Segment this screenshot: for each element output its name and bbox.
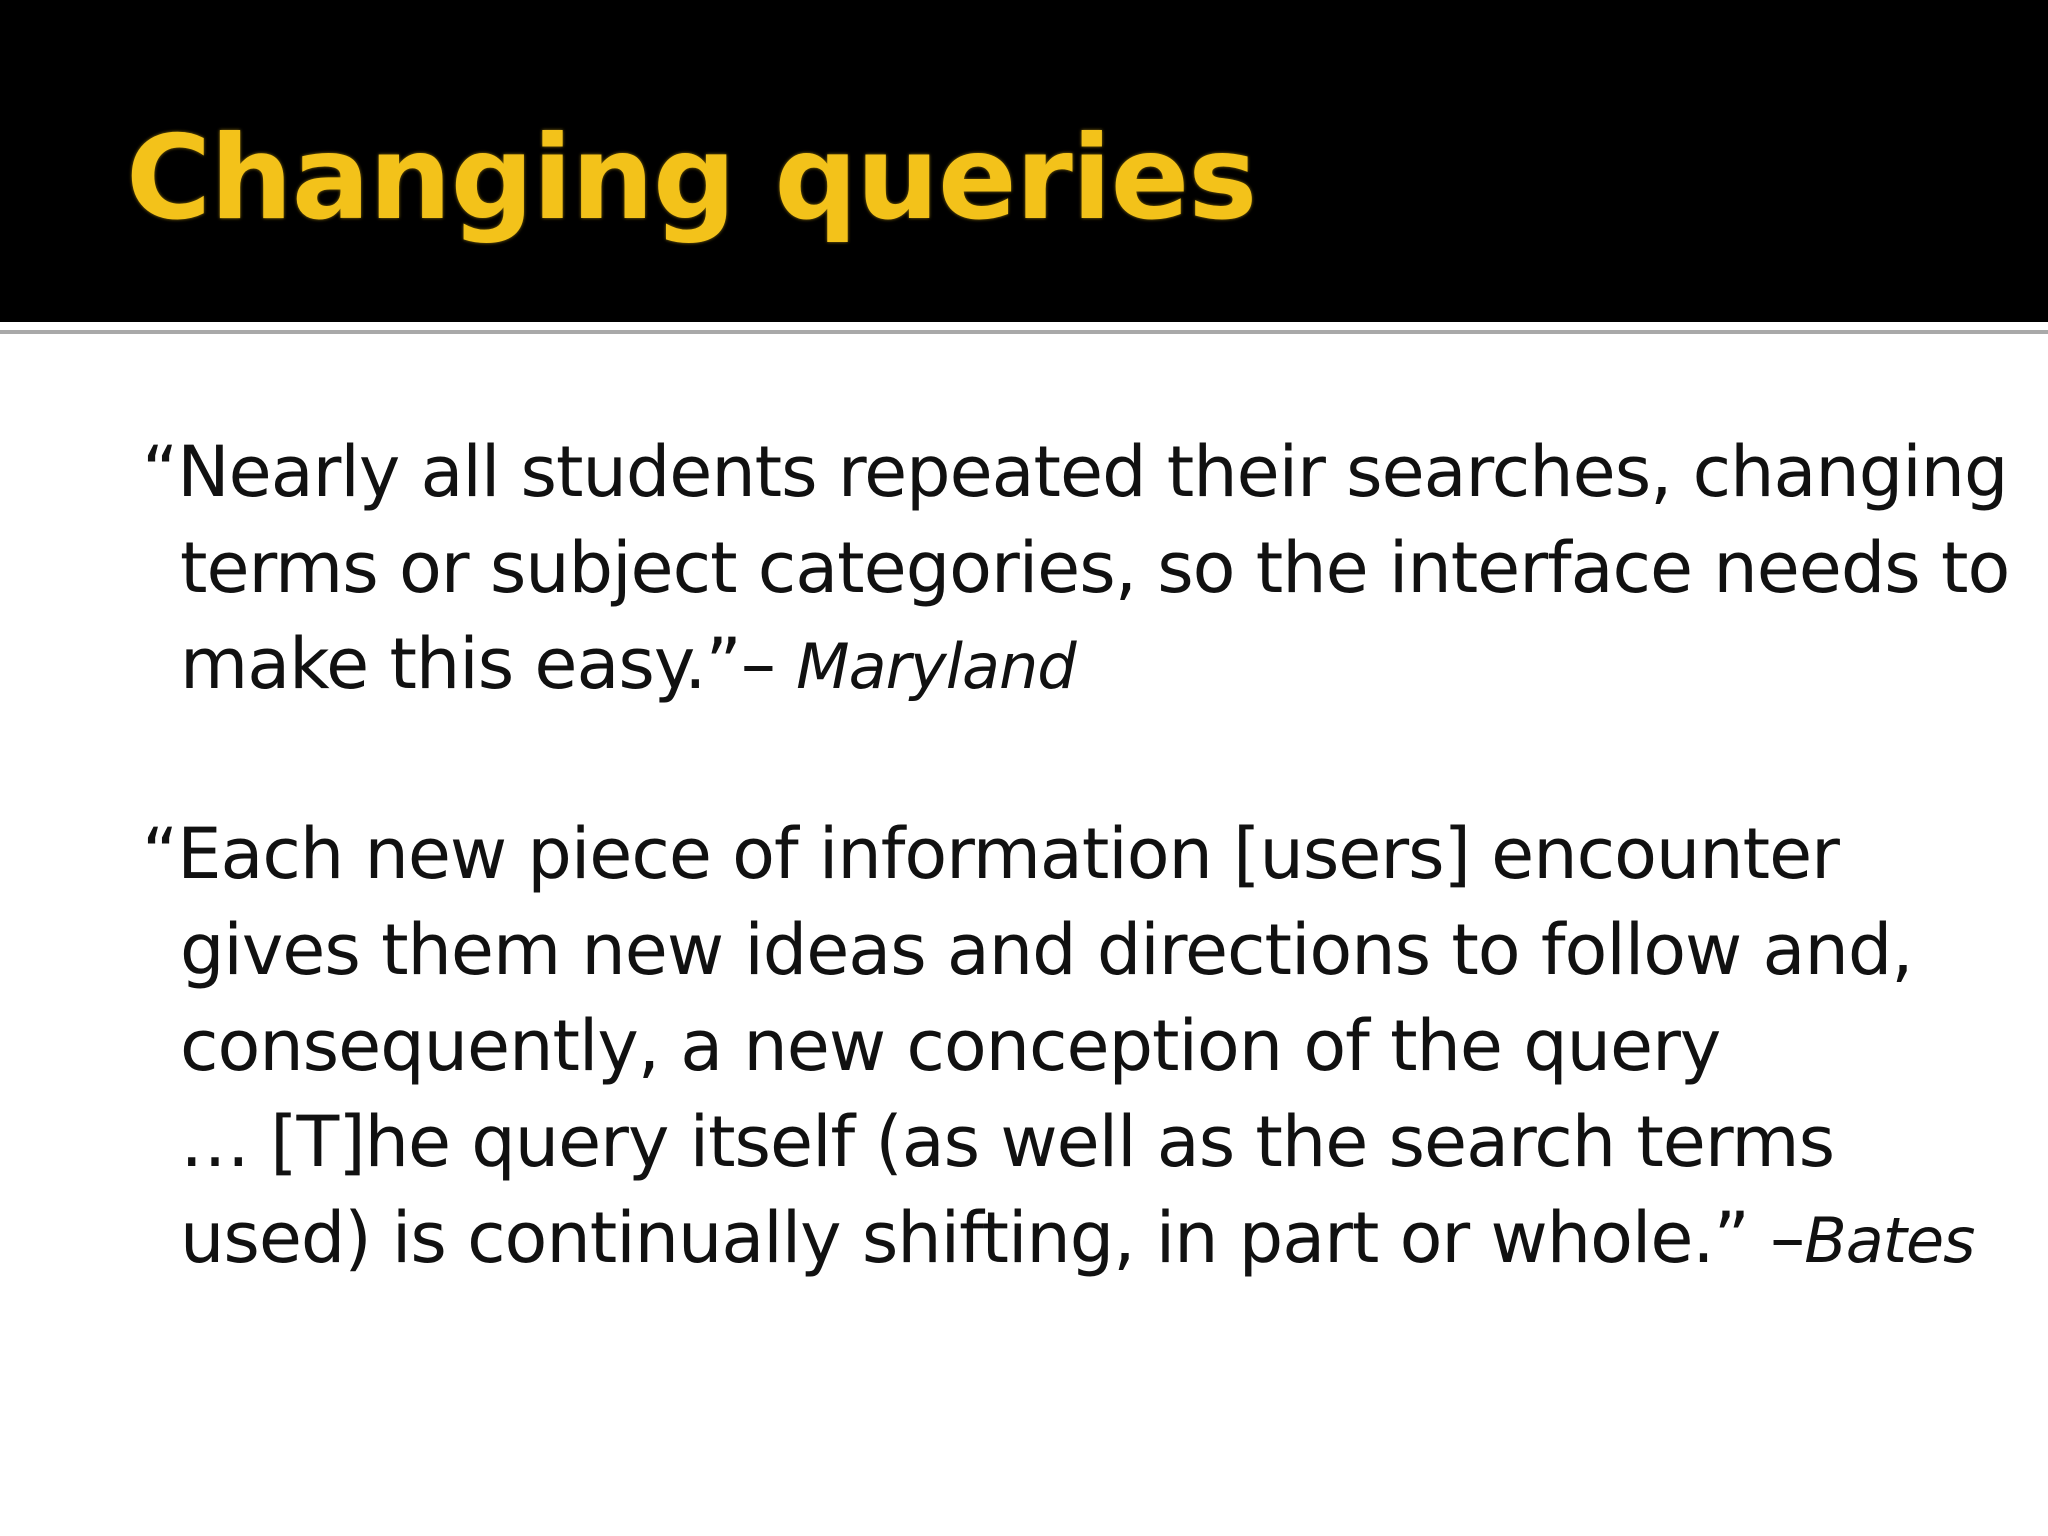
- quote-line: terms or subject categories, so the interface needs to: [180, 527, 2010, 609]
- quote-attribution: Bates: [1804, 1204, 1975, 1277]
- quote-line: consequently, a new conception of the query: [180, 1005, 1721, 1087]
- quote-line-text: make this easy.”–: [180, 623, 797, 705]
- slide-title: Changing queries: [126, 111, 1257, 246]
- quote-line: “Each new piece of information [users] encounter: [142, 813, 1839, 895]
- quote-line: … [T]he query itself (as well as the search terms: [180, 1101, 1835, 1183]
- quote-bates: [142, 806, 1975, 1289]
- title-divider: [0, 330, 2048, 334]
- quote-line: “Nearly all students repeated their searches, changing: [142, 431, 2008, 513]
- quote-attribution: Maryland: [796, 630, 1076, 703]
- quote-line-last: [142, 616, 1942, 715]
- quote-line-last: [142, 1190, 1975, 1289]
- title-bar: [0, 0, 2048, 322]
- quote-line: gives them new ideas and directions to follow and,: [180, 909, 1913, 991]
- quote-maryland: [142, 424, 2010, 715]
- quote-line-text: used) is continually shifting, in part or whole.” –: [180, 1197, 1805, 1279]
